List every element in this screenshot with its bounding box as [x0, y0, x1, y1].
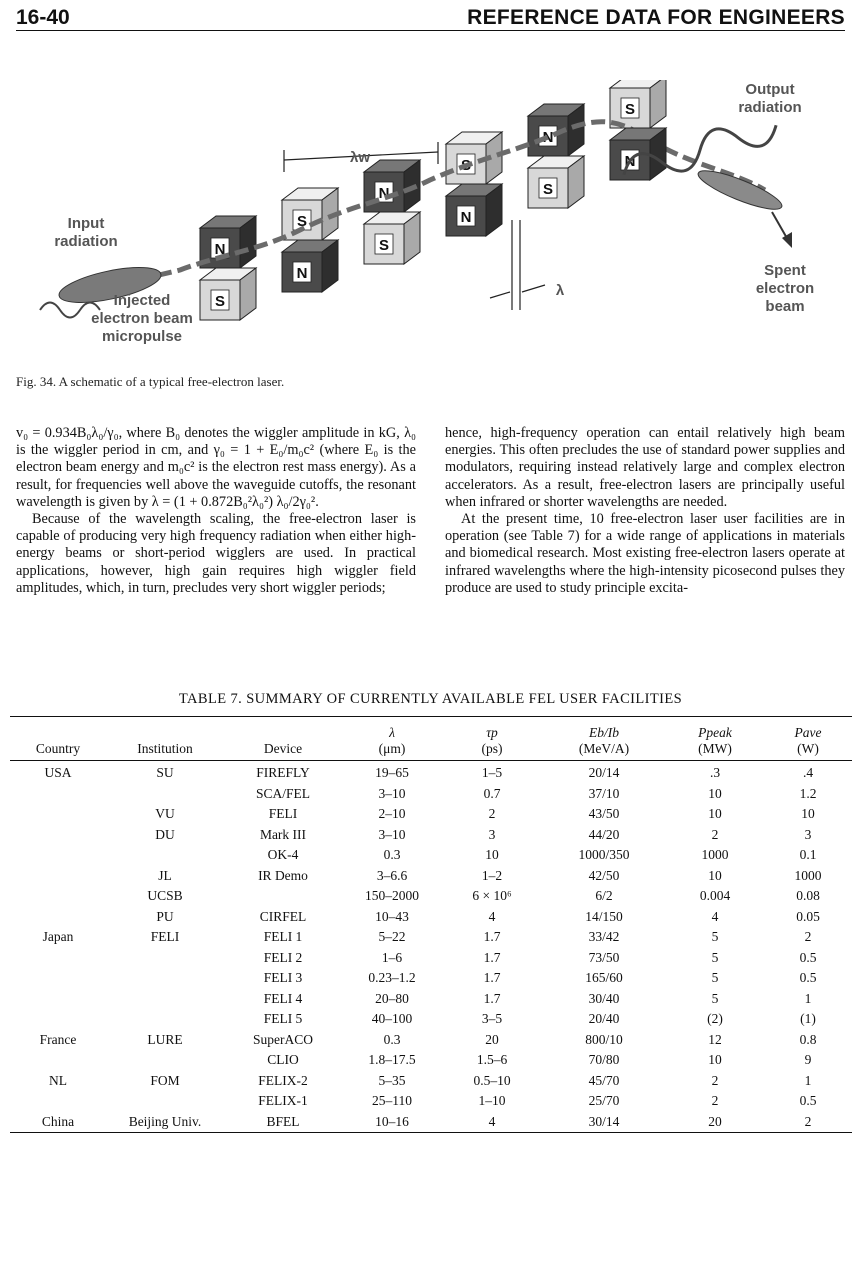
paragraph: v₀ = 0.934B₀λ₀/γ₀, where B₀ denotes the wiggler amplitude in kG, λ₀ is the wiggler period in cm, and γ₀ = 1 + E₀/m₀c² (where E₀ is the electron beam energy and m₀c² is the electron rest mass energy). As a result, for frequencies well above the waveguide cutoffs, the resonant wavelength is given by λ = (1 + 0.872B₀²λ₀²) λ₀/2γ₀².	[16, 425, 416, 510]
table-cell: 0.1	[799, 847, 817, 862]
magnet-pole-label: S	[214, 293, 226, 310]
table-cell: 20/40	[588, 1011, 620, 1026]
table-cell	[10, 1050, 106, 1071]
table-cell	[10, 886, 106, 907]
table-row	[10, 1009, 852, 1030]
table-cell: 20	[485, 1031, 499, 1047]
table-row	[10, 825, 852, 846]
table-cell: 0.5	[799, 949, 817, 965]
column-header: Device	[224, 741, 342, 761]
table-cell: 70/80	[588, 1052, 620, 1067]
magnet-pole-label: N	[296, 265, 308, 282]
table-cell	[106, 948, 224, 969]
table-cell: 3	[804, 826, 812, 842]
magnet-side-face	[650, 80, 666, 128]
table-cell: PU	[156, 908, 174, 924]
table-cell: 0.3	[383, 1031, 401, 1047]
injected-beam-label: micropulse	[101, 328, 183, 345]
text-column-right	[445, 425, 845, 597]
table-cell: 5	[711, 970, 719, 985]
table-cell: 40–100	[371, 1011, 413, 1026]
table-cell: 5–35	[378, 1072, 406, 1088]
table-row	[10, 804, 852, 825]
table-cell: 4	[442, 1112, 542, 1133]
table-cell: FELI 2	[263, 949, 303, 965]
magnet-pole-label: N	[378, 185, 390, 202]
injected-beam-label: Injected	[113, 292, 171, 309]
table-cell: 0.5–10	[473, 1072, 511, 1088]
column-header: Eb/Ib	[542, 717, 666, 742]
table-cell	[10, 989, 106, 1010]
table-row	[10, 989, 852, 1010]
table-cell: FELIX-2	[258, 1072, 308, 1088]
table-cell: 3–6.6	[376, 867, 408, 883]
table-cell: 1000	[701, 847, 729, 862]
table-cell	[10, 784, 106, 805]
column-header	[10, 717, 106, 742]
column-header	[224, 717, 342, 742]
table-cell: Japan	[42, 929, 74, 944]
table-cell: 2	[804, 929, 812, 944]
table-cell: 5	[711, 990, 719, 1006]
table-cell: 1.8–17.5	[368, 1052, 416, 1067]
table-cell: Beijing Univ.	[106, 1112, 224, 1133]
table-cell: FELI	[150, 929, 180, 944]
table-cell	[10, 1091, 106, 1112]
table-cell: BFEL	[224, 1112, 342, 1133]
table-cell: USA	[44, 765, 72, 780]
table-cell: 10	[801, 806, 815, 821]
paragraph: At the present time, 10 free-electron laser user facilities are in operation (see Table 7) for a wide range of applications in materials and biomedical research. Most existing free-electron lasers operate at infrared wavelengths where the high-intensity picosecond pulses they produce are used to study principle excita-	[445, 511, 845, 596]
paragraph: hence, high-frequency operation can entail relatively high beam energies. This often precludes the use of standard power supplies and modulators, requiring instead relatively large and complex electron accelerators. As a result, free-electron lasers are principally useful when infrared or shorter wavelengths are needed.	[445, 425, 845, 510]
table-cell: 6/2	[595, 888, 613, 903]
lambda-label: λ	[555, 282, 565, 299]
table-cell: (1)	[800, 1011, 816, 1026]
table-row	[10, 927, 852, 948]
table-cell: 10	[485, 847, 499, 862]
column-header: Pave	[764, 717, 852, 742]
lambda-w-label: λw	[349, 149, 371, 166]
table-row	[10, 845, 852, 866]
table-cell	[106, 968, 224, 989]
table-row	[10, 1071, 852, 1092]
table-cell	[106, 1050, 224, 1071]
table-title: TABLE 7. SUMMARY OF CURRENTLY AVAILABLE FEL USER FACILITIES	[178, 691, 683, 707]
table-cell: 800/10	[585, 1031, 623, 1047]
column-header: (MW)	[666, 741, 764, 761]
table-row	[10, 784, 852, 805]
table-cell: 9	[804, 1052, 812, 1067]
table-cell: 30/40	[588, 990, 620, 1006]
table-cell: 10–43	[375, 908, 409, 924]
table-row	[10, 907, 852, 928]
table-cell: 1–2	[481, 867, 503, 883]
page-header	[16, 6, 845, 31]
table-cell: 1.7	[483, 970, 501, 985]
table-cell: .3	[709, 765, 721, 780]
table-cell: 3	[488, 826, 496, 842]
text-column-left	[16, 425, 416, 597]
output-radiation-label: radiation	[738, 99, 802, 116]
table-cell	[10, 866, 106, 887]
table-cell: 1000/350	[578, 847, 630, 862]
column-header: τp	[442, 717, 542, 742]
table-cell: 2	[711, 1093, 719, 1108]
magnet-pole-label: N	[460, 209, 472, 226]
magnet-pole-label: S	[460, 157, 472, 174]
table-cell: 19–65	[375, 765, 409, 780]
table-cell: 20–80	[375, 990, 409, 1006]
table-cell: .4	[802, 765, 814, 780]
lambda-arrow	[490, 292, 510, 298]
table-cell	[106, 1091, 224, 1112]
table-cell: 3–5	[481, 1011, 503, 1026]
table-cell: 1.7	[483, 929, 501, 944]
table-cell: 0.5	[799, 1093, 817, 1108]
magnet-pole-label: S	[542, 181, 554, 198]
table-cell: 14/150	[585, 908, 623, 924]
table-cell: 1.2	[799, 785, 817, 801]
table-cell: FELIX-1	[258, 1093, 308, 1108]
spent-beam-label: electron	[755, 280, 815, 297]
table-cell: SuperACO	[253, 1031, 313, 1047]
table-cell: IR Demo	[258, 867, 308, 883]
table-body	[10, 761, 852, 1133]
table-row	[10, 1030, 852, 1051]
output-radiation-label: Output	[745, 81, 795, 98]
table-row	[10, 1112, 852, 1133]
table-cell: 150–2000	[365, 888, 419, 903]
table-cell: 0.5	[799, 970, 817, 985]
table-cell	[10, 845, 106, 866]
input-radiation-label: radiation	[54, 233, 118, 250]
column-header: (MeV/A)	[542, 741, 666, 761]
spent-beam-arrow	[772, 212, 788, 240]
table-cell	[224, 886, 342, 907]
table-cell: 2	[764, 1112, 852, 1133]
table-cell: SU	[156, 765, 174, 780]
table-cell: 33/42	[588, 929, 620, 944]
table-cell: 25/70	[588, 1093, 620, 1108]
table-cell: FELI 5	[263, 1011, 303, 1026]
table-cell	[10, 804, 106, 825]
table-cell: 2	[711, 1072, 719, 1088]
table-row	[10, 1091, 852, 1112]
table-cell: 5	[711, 949, 719, 965]
table-cell: CLIO	[267, 1052, 299, 1067]
table-cell: 4	[488, 908, 496, 924]
table-cell: (2)	[707, 1011, 723, 1026]
magnet-pole-label: S	[378, 237, 390, 254]
table-cell: 37/10	[588, 785, 620, 801]
table-cell: VU	[155, 806, 175, 821]
table-cell: 2	[488, 806, 496, 821]
paragraph: Because of the wavelength scaling, the free-electron laser is capable of producing very high frequency radiation when either high-energy beams or short-period wigglers are used. In practical applications, however, high gain requires high wiggler field amplitudes, which, in turn, precludes very short wiggler periods;	[16, 511, 416, 596]
table-cell: France	[39, 1031, 77, 1047]
table-cell	[10, 1009, 106, 1030]
table-cell: OK-4	[267, 847, 299, 862]
fel-schematic	[20, 80, 850, 370]
table-cell: NL	[49, 1072, 67, 1088]
input-radiation-label: Input	[67, 215, 105, 232]
table-cell: 165/60	[585, 970, 623, 985]
table-cell: 20	[666, 1112, 764, 1133]
table-cell: JL	[158, 867, 172, 883]
table-row	[10, 866, 852, 887]
table-cell	[10, 948, 106, 969]
table-cell: 45/70	[588, 1072, 620, 1088]
column-header: λ	[342, 717, 442, 742]
table-cell: FOM	[150, 1072, 180, 1088]
table-cell: 10	[708, 806, 722, 821]
table-cell: 5	[711, 929, 719, 944]
column-header: (ps)	[442, 741, 542, 761]
table-cell: 10–16	[342, 1112, 442, 1133]
table-cell: 10	[708, 867, 722, 883]
column-header: (W)	[764, 741, 852, 761]
table-cell: 1–5	[481, 765, 503, 780]
table-cell: 10	[708, 1052, 722, 1067]
column-header: Ppeak	[666, 717, 764, 742]
table-cell	[106, 845, 224, 866]
table-cell	[106, 989, 224, 1010]
table-cell: DU	[155, 826, 175, 842]
table-header	[10, 717, 852, 761]
table-cell: 43/50	[588, 806, 620, 821]
table-row	[10, 1050, 852, 1071]
table-cell: FELI 4	[263, 990, 303, 1006]
table-cell: UCSB	[147, 888, 183, 903]
table-cell: FELI	[268, 806, 298, 821]
table-cell: FIREFLY	[256, 765, 310, 780]
table-cell: 0.08	[796, 888, 820, 903]
table-row	[10, 761, 852, 784]
table-cell: FELI 1	[263, 929, 303, 944]
table-cell: SCA/FEL	[255, 785, 310, 801]
table-row	[10, 886, 852, 907]
table-cell: 2–10	[378, 806, 406, 821]
table-cell: 3–10	[378, 785, 406, 801]
table-cell: 42/50	[588, 867, 620, 883]
table-cell: 2	[711, 826, 719, 842]
fel-schematic-figure	[20, 80, 850, 370]
table-cell: 1.7	[483, 949, 501, 965]
table-cell: 0.3	[383, 847, 401, 862]
table-cell: 4	[711, 908, 719, 924]
table-row	[10, 948, 852, 969]
lambda-arrow	[522, 285, 545, 292]
table-cell: 5–22	[378, 929, 406, 944]
spent-beam-arrowhead	[782, 232, 792, 248]
table-cell: 1000	[794, 867, 822, 883]
column-header: Country	[10, 741, 106, 761]
magnet-pole-label: N	[214, 241, 226, 258]
table-cell	[10, 825, 106, 846]
table-cell: 20/14	[588, 765, 620, 780]
page-number: 16-40	[16, 6, 70, 29]
fel-facilities-table	[10, 716, 852, 1133]
table-cell: 73/50	[588, 949, 620, 965]
table-cell: 3–10	[378, 826, 406, 842]
table-cell: FELI 3	[263, 970, 303, 985]
table-cell: 44/20	[588, 826, 620, 842]
table-cell: China	[10, 1112, 106, 1133]
table-cell: 1	[804, 1072, 812, 1088]
table-cell	[10, 907, 106, 928]
table-cell: 12	[708, 1031, 722, 1047]
magnet-pole-label: N	[542, 129, 554, 146]
table-cell: 1.7	[483, 990, 501, 1006]
table-cell	[106, 784, 224, 805]
table-cell: 10	[708, 785, 722, 801]
figure-caption: Fig. 34. A schematic of a typical free-electron laser.	[16, 374, 285, 389]
table-cell: 1–10	[478, 1093, 506, 1108]
magnet-pole-label: S	[296, 213, 308, 230]
table-cell: CIRFEL	[259, 908, 307, 924]
spent-beam-label: Spent	[764, 262, 806, 279]
table-cell: LURE	[147, 1031, 183, 1047]
column-header	[106, 717, 224, 742]
table-cell: 0.004	[699, 888, 731, 903]
column-header: Institution	[106, 741, 224, 761]
table-cell: 6 × 10⁶	[472, 888, 512, 903]
column-header: (μm)	[342, 741, 442, 761]
spent-beam-label: beam	[765, 298, 805, 315]
table-cell: Mark III	[259, 826, 307, 842]
table-cell: 0.8	[799, 1031, 817, 1047]
running-title: REFERENCE DATA FOR ENGINEERS	[467, 6, 845, 29]
injected-beam-label: electron beam	[91, 310, 193, 327]
table-cell: 1.5–6	[476, 1052, 508, 1067]
table-cell: 1–6	[381, 949, 403, 965]
table-cell: 25–110	[372, 1093, 412, 1108]
table-cell: 0.7	[483, 785, 501, 801]
table-cell: 0.05	[796, 908, 820, 924]
spent-electron-beam-blob	[695, 164, 786, 216]
magnet-pole-label: N	[624, 153, 636, 170]
table-cell	[10, 968, 106, 989]
table-cell: 1	[804, 990, 812, 1006]
table-cell: 0.23–1.2	[368, 970, 416, 985]
magnet-pole-label: S	[624, 101, 636, 118]
table-cell	[106, 1009, 224, 1030]
table-row	[10, 968, 852, 989]
table-cell: 30/14	[542, 1112, 666, 1133]
